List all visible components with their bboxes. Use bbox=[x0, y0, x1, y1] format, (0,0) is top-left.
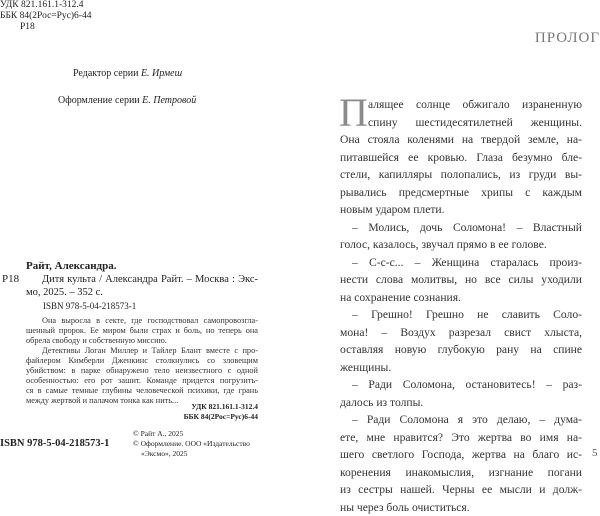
bbk-code: ББК 84(2Рос=Рус)6-44 bbox=[0, 11, 91, 22]
annotation-line: убийством: в парке обнаружено тело неизвестного с одной bbox=[26, 366, 258, 376]
isbn-bottom: ISBN 978-5-04-218573-1 bbox=[0, 438, 109, 449]
isbn: ISBN 978-5-04-218573-1 bbox=[43, 301, 136, 311]
copyright-line: © Оформление. ООО «Издательство bbox=[133, 439, 250, 449]
text-line: на сохранение сознания. bbox=[340, 289, 582, 307]
text-line: коренения инакомыслия, изгнание погани bbox=[340, 464, 582, 482]
annotation-line: особенностью: его рот зашит. Команде придется погрузить- bbox=[26, 376, 258, 386]
bibliographic-description bbox=[26, 273, 258, 299]
design-name: Е. Петровой bbox=[142, 95, 196, 106]
text-line: алящее солнце обжигало израненную bbox=[340, 96, 582, 114]
design-label: Оформление серии bbox=[58, 95, 140, 106]
text-line: женщины. bbox=[340, 359, 582, 377]
text-line: голос, казалось, звучал прямо в ее голове. bbox=[340, 236, 582, 254]
bbk-code-bottom: ББК 84(2Рос=Рус)6-44 bbox=[184, 412, 258, 421]
text-line: ете, мне нравится? Это жертва во имя на- bbox=[340, 429, 582, 447]
chapter-text bbox=[340, 96, 582, 516]
page-number: 5 bbox=[592, 447, 598, 459]
chapter-title: ПРОЛОГ bbox=[535, 30, 600, 47]
editor-name: Е. Ирмеш bbox=[141, 68, 182, 79]
text-line: рывались предсмертные хрипы с каждым bbox=[340, 184, 582, 202]
author-heading: Райт, Александра. bbox=[26, 260, 116, 272]
copyright-line: «Эксмо», 2025 bbox=[133, 449, 250, 459]
biblio-line: Дитя культа / Александра Райт. – Москва : Экс- bbox=[26, 273, 258, 286]
annotation-line: Она выросла в секте, где господствовал самопровозгла- bbox=[26, 316, 258, 326]
annotation bbox=[26, 316, 258, 406]
text-line: шего светлого Господа, жертва на благо ис- bbox=[340, 446, 582, 464]
text-line: – Ради Соломона я это делаю, – дума- bbox=[340, 411, 582, 429]
annotation-line: файлером Кимберли Дженкинс столкнулись со зловещим bbox=[26, 356, 258, 366]
text-line: стели, капилляры полопались, из груди вы- bbox=[340, 166, 582, 184]
text-line: далось из толпы. bbox=[340, 394, 582, 412]
series-design bbox=[58, 95, 196, 106]
series-editor bbox=[73, 68, 182, 79]
text-line: питавшейся ее кровью. Глаза безумно бле- bbox=[340, 149, 582, 167]
udk-code-bottom: УДК 821.161.1-312.4 bbox=[191, 402, 258, 411]
text-line: нести слова молитвы, но все силы уходили bbox=[340, 271, 582, 289]
text-line: из сестры нашей. Черны ее мысли и долж- bbox=[340, 481, 582, 499]
annotation-line: между жертвой и палачом тонка как нить... bbox=[26, 396, 258, 406]
text-line: – Ради Соломона, остановитесь! – раз- bbox=[340, 376, 582, 394]
udk-code: УДК 821.161.1-312.4 bbox=[0, 0, 84, 11]
copyright bbox=[133, 429, 250, 459]
text-line: Она стояла коленями на твердой земле, на- bbox=[340, 131, 582, 149]
text-line: оставляя новую глубокую рану на спине bbox=[340, 341, 582, 359]
author-mark-bib: Р18 bbox=[2, 273, 19, 285]
text-line: – Молись, дочь Соломона! – Властный bbox=[340, 219, 582, 237]
text-line: ны через боль очиститься. bbox=[340, 499, 582, 516]
annotation-line: ся в самые темные глубины человеческой психики, где грань bbox=[26, 386, 258, 396]
annotation-line: Детективы Логан Миллер и Тайлер Блант вместе с про- bbox=[26, 346, 258, 356]
text-line: новым ударом плети. bbox=[340, 201, 582, 219]
text-line: – С-с-с... – Женщина старалась произ- bbox=[340, 254, 582, 272]
text-line: мона! – Воздух разрезал свист хлыста, bbox=[340, 324, 582, 342]
annotation-line: шенный пророк. Ее миром были страх и боль, но теперь она bbox=[26, 326, 258, 336]
copyright-line: © Райт А., 2025 bbox=[133, 429, 250, 439]
author-mark: Р18 bbox=[20, 22, 35, 33]
editor-label: Редактор серии bbox=[73, 68, 138, 79]
text-line: спину шестидесятилетней женщины. bbox=[340, 114, 582, 132]
text-line: – Грешно! Грешно не славить Соло- bbox=[340, 306, 582, 324]
drop-cap: П bbox=[339, 95, 368, 131]
biblio-line: мо, 2025. – 352 с. bbox=[26, 286, 258, 299]
annotation-line: обрела свободу и собственную миссию. bbox=[26, 336, 258, 346]
